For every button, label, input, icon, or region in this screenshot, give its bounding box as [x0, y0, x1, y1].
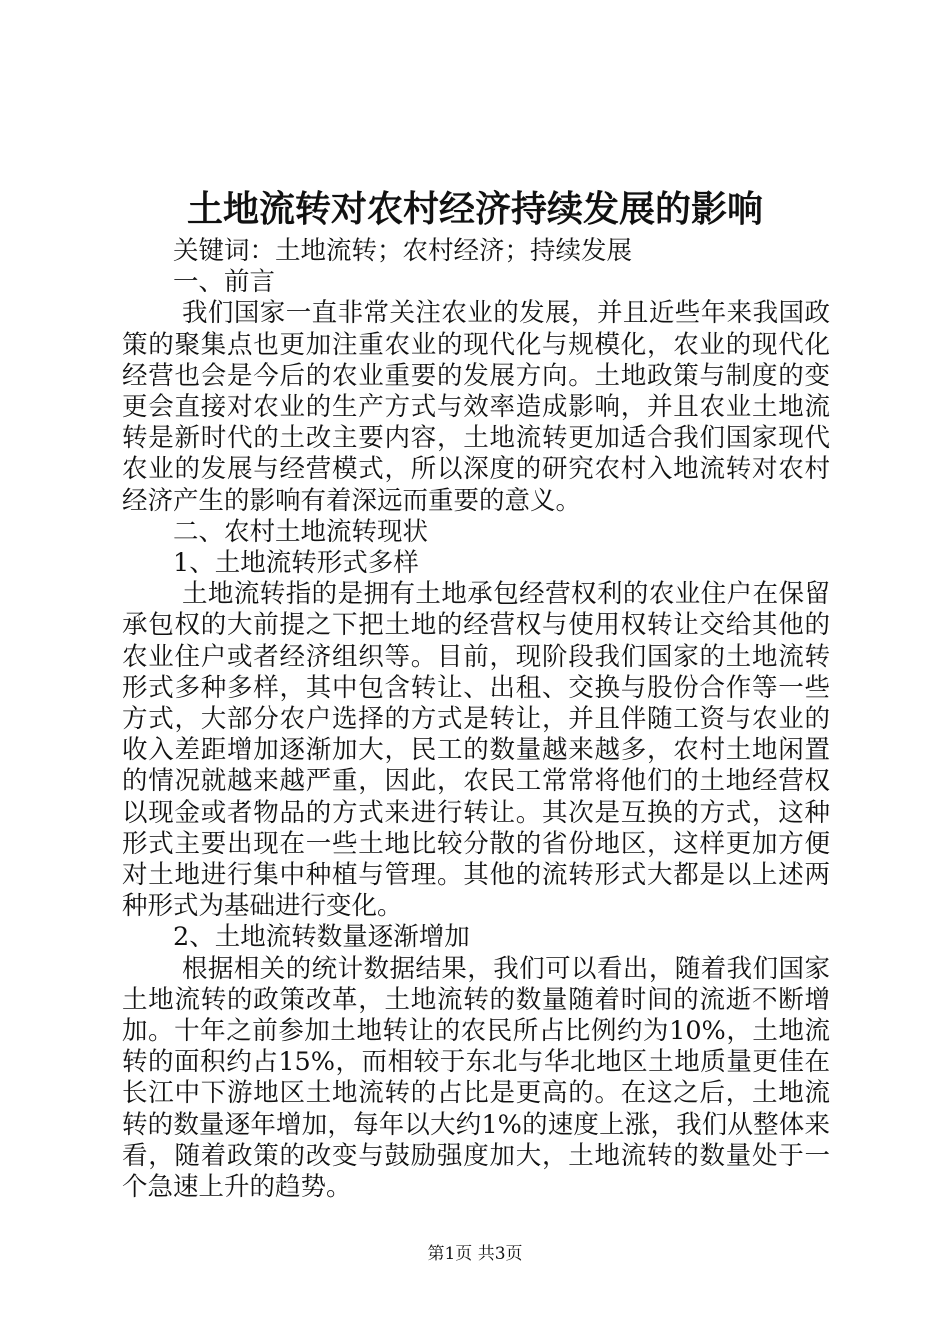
paragraph-intro: 我们国家一直非常关注农业的发展，并且近些年来我国政策的聚集点也更加注重农业的现代化与规模化，农业的现代化经营也会是今后的农业重要的发展方向。土地政策与制度的变更会直接对农业的生产方式与效率造成影响，并且农业土地流转是新时代的土改主要内容，土地流转更加适合我们国家现代农业的发展与经营模式，所以深度的研究农村入地流转对农村经济产生的影响有着深远而重要的意义。	[122, 298, 830, 516]
keywords-line: 关键词：土地流转；农村经济；持续发展	[173, 236, 633, 266]
page-title: 土地流转对农村经济持续发展的影响	[186, 188, 763, 230]
paragraph-forms: 土地流转指的是拥有土地承包经营权利的农业住户在保留承包权的大前提之下把土地的经营权与使用权转让交给其他的农业住户或者经济组织等。目前，现阶段我们国家的土地流转形式多种多样，其中包含转让、出租、交换与股份合作等一些方式，大部分农户选择的方式是转让，并且伴随工资与农业的收入差距增加逐渐加大，民工的数量越来越多，农村土地闲置的情况就越来越严重，因此，农民工常常将他们的土地经营权以现金或者物品的方式来进行转让。其次是互换的方式，这种形式主要出现在一些土地比较分散的省份地区，这样更加方便对土地进行集中种植与管理。其他的流转形式大都是以上述两种形式为基础进行变化。	[122, 579, 830, 922]
page-footer: 第1页 共3页	[427, 1244, 523, 1264]
subheading-forms: 1、土地流转形式多样	[173, 547, 419, 578]
section-heading-status: 二、农村土地流转现状	[173, 516, 429, 547]
document-body	[122, 236, 830, 1203]
subheading-quantity: 2、土地流转数量逐渐增加	[173, 922, 470, 953]
section-heading-intro: 一、前言	[173, 267, 276, 298]
paragraph-quantity: 根据相关的统计数据结果，我们可以看出，随着我们国家土地流转的政策改革，土地流转的数量随着时间的流逝不断增加。十年之前参加土地转让的农民所占比例约为10%，土地流转的面积约占15%，而相较于东北与华北地区土地质量更佳在长江中下游地区土地流转的占比是更高的。在这之后，土地流转的数量逐年增加，每年以大约1%的速度上涨，我们从整体来看，随着政策的改变与鼓励强度加大，土地流转的数量处于一个急速上升的趋势。	[122, 953, 830, 1203]
